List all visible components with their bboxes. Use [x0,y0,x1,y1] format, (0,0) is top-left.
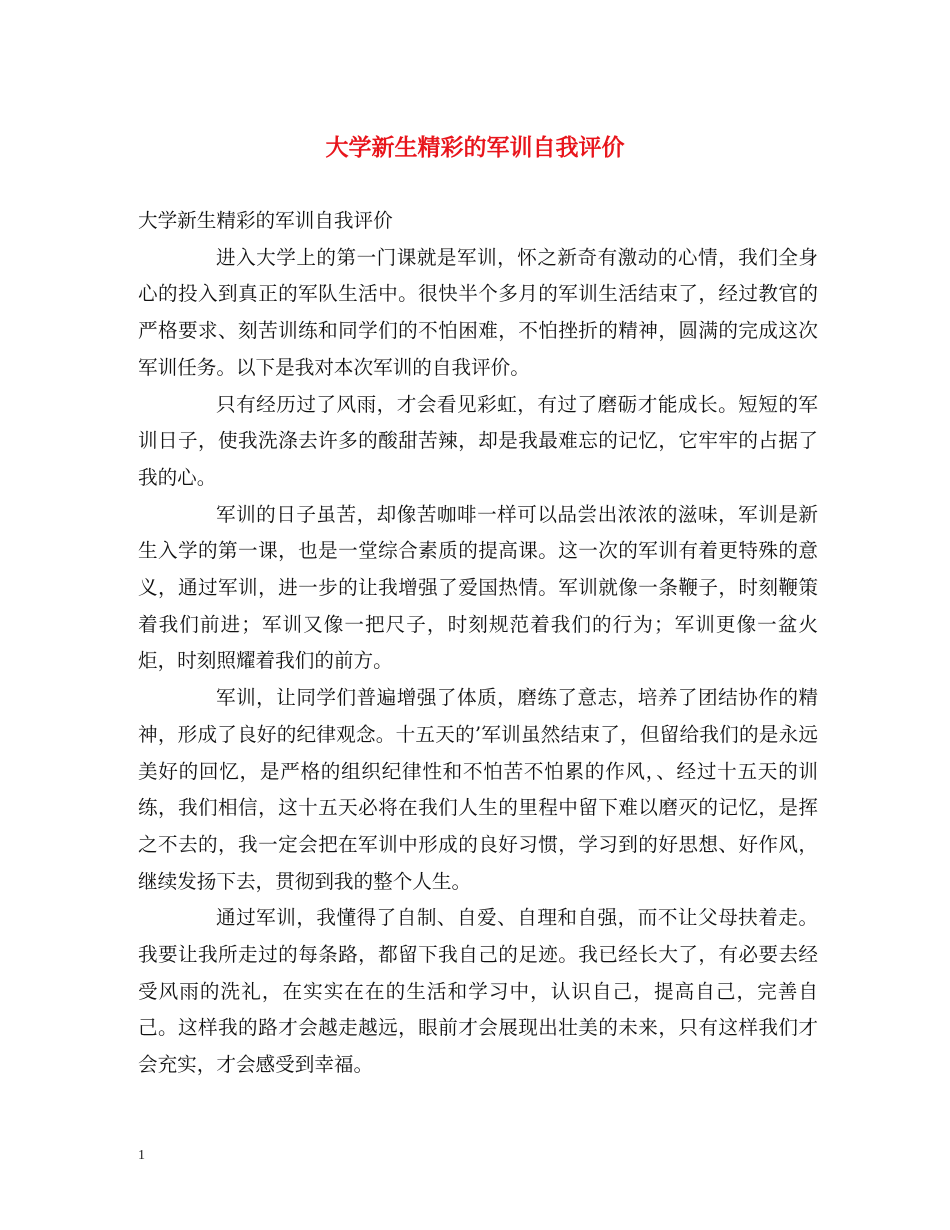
paragraph-discipline: 军训，让同学们普遍增强了体质，磨练了意志，培养了团结协作的精神，形成了良好的纪律观念。十五天的’军训虽然结束了，但留给我们的是永远美好的回忆，是严格的组织纪律性和不怕苦不怕累的作风，、经过十五天的训练，我们相信，这十五天必将在我们人生的里程中留下难以磨灭的记忆，是挥之不去的，我一定会把在军训中形成的良好习惯，学习到的好思想、好作风，继续发扬下去，贯彻到我的整个人生。 [138,686,818,893]
paragraph-intro: 进入大学上的第一门课就是军训，怀之新奇有激动的心情，我们全身心的投入到真正的军队生活中。很快半个多月的军训生活结束了，经过教官的严格要求、刻苦训练和同学们的不怕困难，不怕挫折的精神，圆满的完成这次军训任务。以下是我对本次军训的自我评价。 [138,245,818,379]
paragraph-rainbow: 只有经历过了风雨，才会看见彩虹，有过了磨砺才能成长。短短的军训日子，使我洗涤去许多的酸甜苦辣，却是我最难忘的记忆，它牢牢的占据了我的心。 [138,392,818,489]
document-body [138,203,818,1084]
page-number: 1 [138,1148,145,1163]
paragraph-self-reliance: 通过军训，我懂得了自制、自爱、自理和自强，而不让父母扶着走。我要让我所走过的每条路，都留下我自己的足迹。我已经长大了，有必要去经受风雨的洗礼，在实实在在的生活和学习中，认识自己，提高自己，完善自己。这样我的路才会越走越远，眼前才会展现出壮美的未来，只有这样我们才会充实，才会感受到幸福。 [138,906,818,1077]
paragraph-coffee: 军训的日子虽苦，却像苦咖啡一样可以品尝出浓浓的滋味，军训是新生入学的第一课，也是一堂综合素质的提高课。这一次的军训有着更特殊的意义，通过军训，进一步的让我增强了爱国热情。军训就像一条鞭子，时刻鞭策着我们前进；军训又像一把尺子，时刻规范着我们的行为；军训更像一盆火炬，时刻照耀着我们的前方。 [138,502,818,673]
document-subtitle: 大学新生精彩的军训自我评价 [138,209,393,232]
document-title: 大学新生精彩的军训自我评价 [325,135,625,161]
